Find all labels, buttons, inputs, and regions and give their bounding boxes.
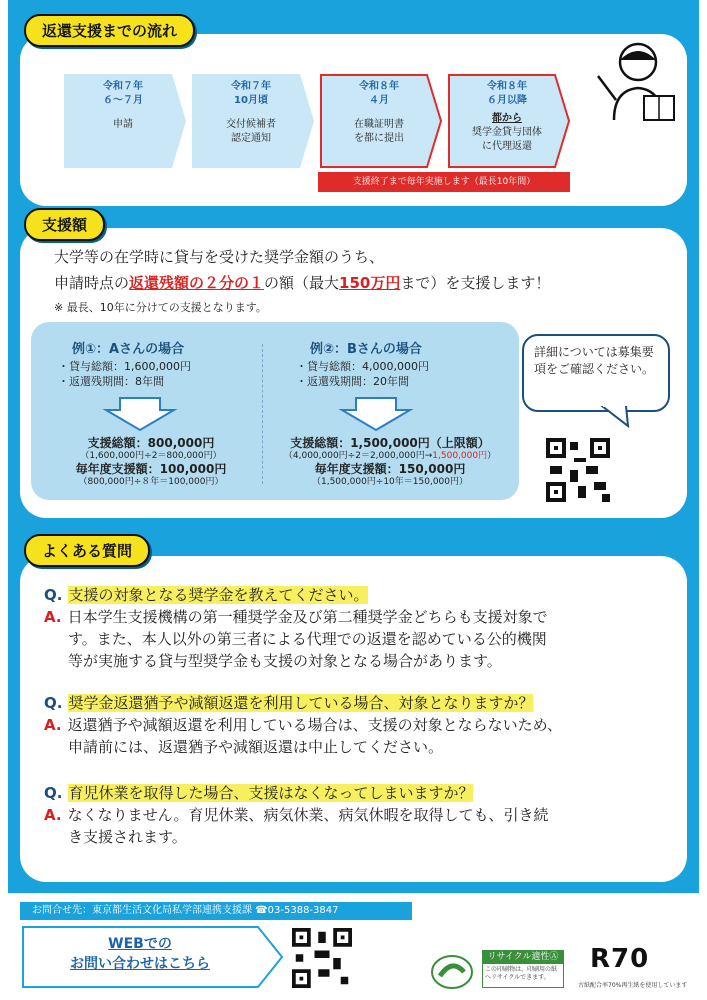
r70-logo: R70 [590,944,650,974]
step-body: 申請 [113,119,133,130]
soy-ink-logo [430,950,474,990]
line2-max-amount: 150万円 [339,274,401,292]
example-1-yearly: 毎年度支援額：100,000円 [75,462,227,476]
teacher-illustration [592,40,682,124]
web-inquiry-line2: お問い合わせはこちら [70,956,210,972]
q-label: Q. [44,784,63,802]
faq-item-2 [44,692,562,758]
contact-text: お問合せ先：東京都生活文化局私学部連携支援課 [32,905,252,916]
flow-section-title: 返還支援までの流れ [24,14,195,47]
example-divider [262,344,263,484]
step-date-month: 10月頃 [234,95,268,106]
r70-caption: 古紙配合率70%再生紙を使用しています [578,982,688,989]
step-body-2: 奨学金貸与団体 [472,127,542,138]
example-1-total-calc: （1,600,000円÷2＝800,000円） [80,451,222,461]
faq-answer [44,714,562,736]
question-text: 育児休業を取得した場合、支援はなくなってしまいますか？ [68,784,474,802]
answer-line-3: 等が実施する貸与型奨学金も支援の対象となる場合があります。 [68,652,502,670]
step-date-month: ４月 [369,95,389,106]
balloon-tail [600,406,630,428]
example-2-heading: 例②：Bさんの場合 [310,342,422,357]
a-label: A. [44,608,62,626]
faq-item-1 [44,584,548,672]
example-2-conditions [296,342,429,389]
calc-part-c: ） [487,451,497,461]
example-2-period: ・返還残期間：20年間 [296,375,409,388]
recycle-mark [482,950,564,988]
faq-question [44,584,548,606]
example-2-total: 支援総額：1,500,000円（上限額） [290,436,490,450]
answer-line-1: 日本学生支援機構の第一種奨学金及び第二種奨学金どちらも支援対象で [67,608,548,626]
step-date-month: ６月以降 [487,95,527,106]
example-1-conditions [58,342,191,389]
step-date-year: 令和７年 [103,81,143,92]
web-inquiry-link[interactable] [30,934,250,974]
step-body-3: に代理返還 [482,141,532,152]
faq-item-3 [44,782,549,848]
example-1-arrow [102,396,178,432]
faq-question [44,782,549,804]
faq-section-title: よくある質問 [24,534,150,567]
answer-line-2: 申請前には、返還猶予や減額返還は中止してください。 [68,738,444,756]
step-date-year: 令和７年 [231,81,271,92]
step-body-2: 認定通知 [231,133,271,144]
step-body-2: を都に提出 [354,133,404,144]
step-date-year: 令和８年 [487,81,527,92]
contact-phone[interactable]: ☎03-5388-3847 [255,905,339,916]
line2-mid: の額（最大 [264,274,340,292]
question-text: 奨学金返還猶予や減額返還を利用している場合、対象となりますか？ [68,694,534,712]
web-inquiry-line1: WEBでの [108,936,172,952]
recycle-sub: この印刷物は、印刷用の紙へリサイクルできます。 [485,966,558,981]
step-date-year: 令和８年 [359,81,399,92]
example-2-total-calc [264,451,516,462]
recycle-label: リサイクル適性Ⓐ [483,951,563,964]
answer-line-1: 返還猶予や減額返還を利用している場合は、支援の対象とならないため、 [67,716,562,734]
example-2-result [264,436,516,488]
example-2-arrow [338,396,414,432]
amount-section-title: 支援額 [24,208,105,241]
line2-post: まで）を支援します！ [400,274,551,292]
example-1-result [46,436,256,488]
calc-part-a: （4,000,000円÷2＝2,000,000円→ [283,451,433,461]
q-label: Q. [44,586,63,604]
example-1-yearly-calc: （800,000円÷８年＝100,000円） [78,477,224,487]
q-label: Q. [44,694,63,712]
amount-note: ※ 最長、10年に分けての支援となります。 [54,301,267,314]
faq-question [44,692,562,714]
step-body: 交付候補者 [226,119,276,130]
step-body: 都から [492,113,522,124]
example-2-loan: ・貸与総額：4,000,000円 [296,360,429,373]
a-label: A. [44,716,62,734]
example-2-yearly: 毎年度支援額：150,000円 [314,462,466,476]
faq-answer [44,606,548,628]
web-inquiry-qr-code[interactable] [292,928,352,988]
contact-bar [20,902,412,920]
answer-line-2: す。また、本人以外の第三者による代理での返還を認めている公的機関 [68,630,547,648]
step-date-month: ６～７月 [103,95,143,106]
details-qr-code [546,438,610,502]
amount-intro-line1: 大学等の在学時に貸与を受けた奨学金額のうち、 [54,248,385,266]
amount-intro-line2 [54,272,550,293]
answer-line-2: き支援されます。 [68,828,187,846]
calc-part-b: 1,500,000円 [432,451,488,461]
support-duration-note: 支援終了まで毎年実施します（最長10年間） [318,172,570,192]
question-text: 支援の対象となる奨学金を教えてください。 [68,586,369,604]
line2-half-amount: 返還残額の２分の１ [129,274,265,292]
a-label: A. [44,806,62,824]
example-1-total: 支援総額：800,000円 [87,436,215,450]
example-1-period: ・返還残期間：8年間 [58,375,164,388]
line2-pre: 申請時点の [54,274,130,292]
example-1-loan: ・貸与総額：1,600,000円 [58,360,191,373]
example-2-yearly-calc: （1,500,000円÷10年＝150,000円） [311,477,468,487]
example-1-heading: 例①：Aさんの場合 [72,342,185,357]
answer-line-1: なくなりません。育児休業、病気休業、病気休暇を取得しても、引き続 [67,806,549,824]
details-balloon-text: 詳細については募集要項をご確認ください。 [534,345,655,376]
faq-answer [44,804,549,826]
step-body: 在職証明書 [354,119,404,130]
